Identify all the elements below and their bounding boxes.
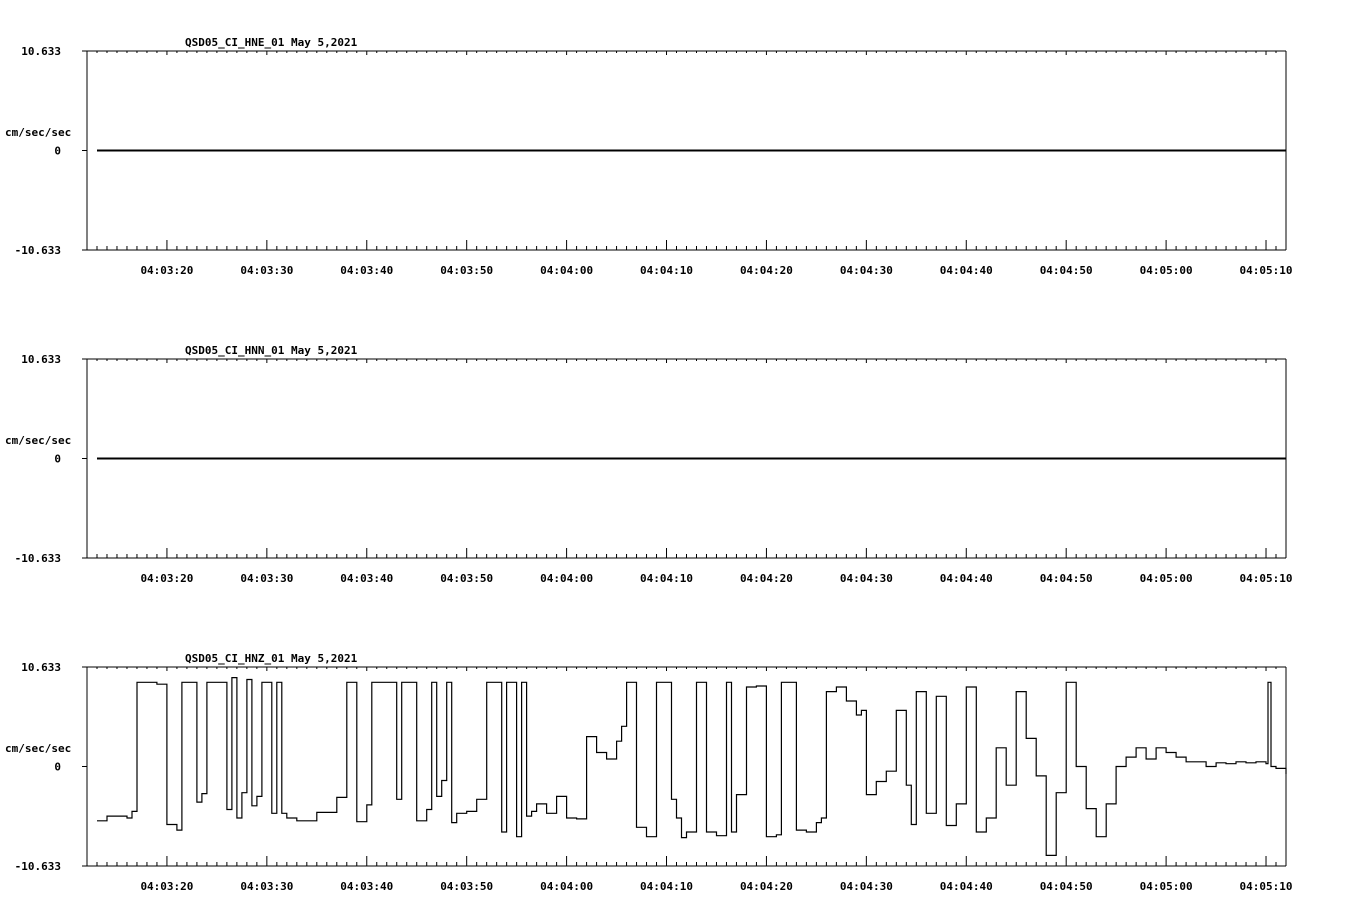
x-tick-label: 04:03:20 <box>140 572 194 585</box>
chart-title: QSD05_CI_HNZ_01 May 5,2021 <box>185 652 358 665</box>
chart-title: QSD05_CI_HNN_01 May 5,2021 <box>185 344 358 357</box>
x-tick-label: 04:04:20 <box>739 880 793 893</box>
x-tick-label: 04:04:10 <box>640 572 694 585</box>
x-tick-label: 04:03:30 <box>240 264 294 277</box>
x-tick-label: 04:04:40 <box>939 264 993 277</box>
y-tick-label: 0 <box>54 452 61 466</box>
x-tick-label: 04:05:00 <box>1139 264 1193 277</box>
x-tick-label: 04:05:00 <box>1139 572 1193 585</box>
x-tick-label: 04:05:10 <box>1239 572 1293 585</box>
x-tick-label: 04:04:30 <box>839 264 893 277</box>
y-tick-label: 0 <box>54 144 61 158</box>
x-tick-label: 04:03:40 <box>340 572 394 585</box>
x-tick-label: 04:04:40 <box>939 880 993 893</box>
y-tick-label: -10.633 <box>14 244 61 257</box>
x-tick-label: 04:04:30 <box>839 572 893 585</box>
x-tick-label: 04:04:30 <box>839 880 893 893</box>
x-tick-label: 04:04:20 <box>739 264 793 277</box>
y-tick-label: 10.633 <box>21 45 61 58</box>
x-tick-label: 04:03:30 <box>240 572 294 585</box>
x-tick-label: 04:04:20 <box>739 572 793 585</box>
x-tick-label: 04:04:10 <box>640 264 694 277</box>
y-tick-label: -10.633 <box>14 552 61 565</box>
x-tick-label: 04:04:00 <box>540 572 594 585</box>
x-tick-label: 04:03:50 <box>440 572 494 585</box>
y-tick-label: 0 <box>54 760 61 774</box>
x-tick-label: 04:03:20 <box>140 880 194 893</box>
y-tick-label: -10.633 <box>14 860 61 873</box>
y-tick-label: 10.633 <box>21 353 61 366</box>
x-tick-label: 04:03:50 <box>440 264 494 277</box>
x-tick-label: 04:05:10 <box>1239 264 1293 277</box>
x-tick-label: 04:03:40 <box>340 880 394 893</box>
x-tick-label: 04:05:00 <box>1139 880 1193 893</box>
x-tick-label: 04:04:50 <box>1039 572 1093 585</box>
x-tick-label: 04:03:30 <box>240 880 294 893</box>
x-tick-label: 04:04:00 <box>540 880 594 893</box>
x-tick-label: 04:03:20 <box>140 264 194 277</box>
y-axis-label: cm/sec/sec <box>5 434 72 447</box>
x-tick-label: 04:03:40 <box>340 264 394 277</box>
x-tick-label: 04:03:50 <box>440 880 494 893</box>
x-tick-label: 04:04:50 <box>1039 264 1093 277</box>
y-axis-label: cm/sec/sec <box>5 742 72 755</box>
x-tick-label: 04:04:50 <box>1039 880 1093 893</box>
x-tick-label: 04:05:10 <box>1239 880 1293 893</box>
chart-title: QSD05_CI_HNE_01 May 5,2021 <box>185 36 358 49</box>
x-tick-label: 04:04:00 <box>540 264 594 277</box>
x-tick-label: 04:04:10 <box>640 880 694 893</box>
y-axis-label: cm/sec/sec <box>5 126 72 139</box>
y-tick-label: 10.633 <box>21 661 61 674</box>
x-tick-label: 04:04:40 <box>939 572 993 585</box>
